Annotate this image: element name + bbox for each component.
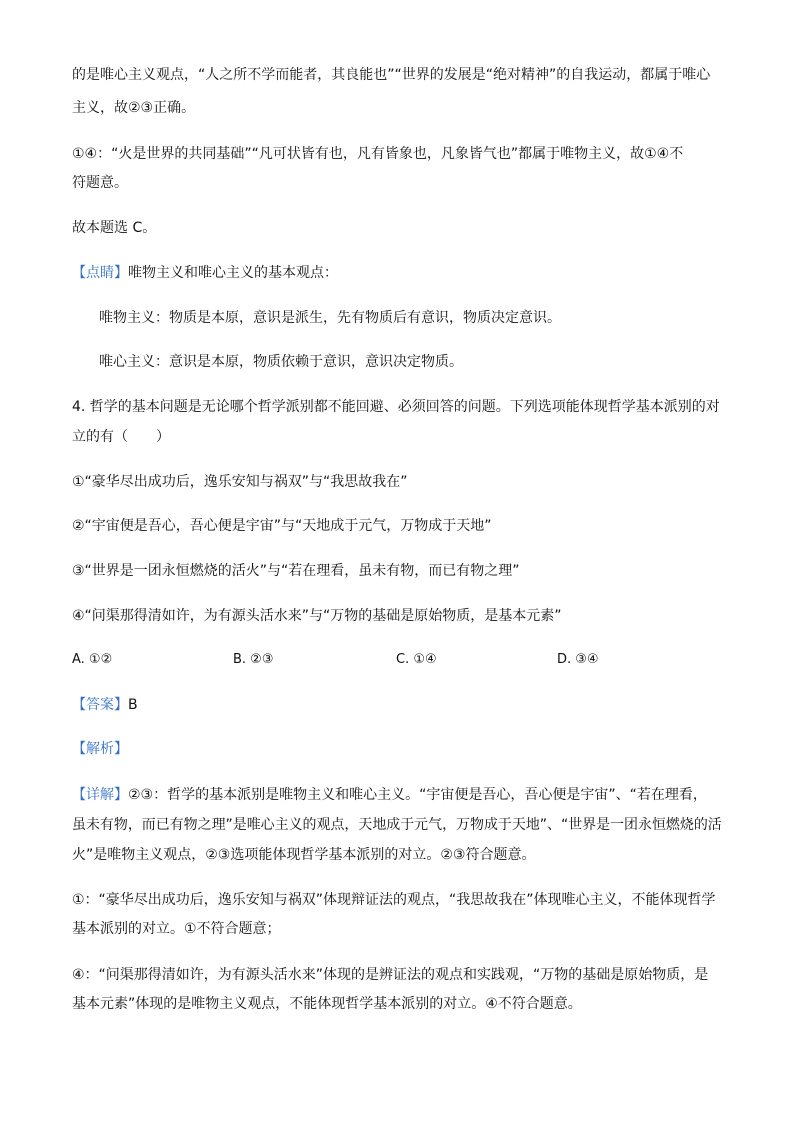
tip-label: 【点睛】 (72, 265, 128, 281)
detail-label: 【详解】 (72, 787, 128, 803)
detail-para1-line-2: 虽未有物，而已有物之理”是唯心主义的观点，天地成于元气，万物成于天地”、“世界是一团永恒燃烧的活 (72, 817, 722, 833)
detail-para1-text-1: ②③：哲学的基本派别是唯物主义和唯心主义。“宇宙便是吾心，吾心便是宇宙”、“若在理看， (128, 787, 707, 803)
analysis-heading (72, 740, 128, 758)
detail-para2-line-2: 基本派别的对立。①不符合题意； (72, 921, 281, 937)
question-item-1: ①“豪华尽出成功后，逸乐安知与祸双”与“我思故我在” (72, 474, 408, 490)
prev-explanation-line-3: ①④：“火是世界的共同基础”“凡可状皆有也，凡有皆象也，凡象皆气也”都属于唯物主义，故①④不 (72, 146, 684, 162)
detail-para3-line-2: 基本元素”体现的是唯物主义观点，不能体现哲学基本派别的对立。④不符合题意。 (72, 996, 582, 1012)
tip-idealism: 唯心主义：意识是本原，物质依赖于意识，意识决定物质。 (99, 354, 463, 370)
question-item-4: ④“问渠那得清如许，为有源头活水来”与“万物的基础是原始物质，是基本元素” (72, 608, 562, 624)
detail-para1-line-1 (72, 786, 707, 804)
analysis-label: 【解析】 (72, 741, 128, 757)
answer-line (72, 696, 138, 714)
tip-heading: 唯物主义和唯心主义的基本观点： (128, 265, 338, 281)
answer-value: B (128, 697, 138, 713)
tip-heading-line (72, 264, 338, 282)
prev-explanation-line-1: 的是唯心主义观点，“人之所不学而能者，其良能也”“世界的发展是“绝对精神”的自我运动，都属于唯心 (72, 67, 711, 83)
option-a: A. ①② (72, 652, 113, 667)
tip-materialism: 唯物主义：物质是本原，意识是派生，先有物质后有意识，物质决定意识。 (99, 310, 561, 326)
detail-para3-line-1: ④：“问渠那得清如许，为有源头活水来”体现的是辨证法的观点和实践观，“万物的基础是原始物质，是 (72, 967, 709, 983)
option-d: D. ③④ (557, 652, 599, 667)
question-stem-line-1: 4. 哲学的基本问题是无论哪个哲学派别都不能回避、必须回答的问题。下列选项能体现哲学基本派别的对 (72, 399, 720, 415)
prev-explanation-line-4: 符题意。 (72, 175, 128, 191)
question-item-2: ②“宇宙便是吾心，吾心便是宇宙”与“天地成于元气，万物成于天地” (72, 518, 492, 534)
question-stem-line-2: 立的有（ ） (72, 429, 170, 445)
prev-explanation-line-2: 主义，故②③正确。 (72, 100, 196, 116)
prev-conclusion: 故本题选 C。 (72, 220, 157, 236)
option-c: C. ①④ (396, 652, 437, 667)
option-b: B. ②③ (233, 652, 274, 667)
detail-para1-line-3: 火”是唯物主义观点，②③选项能体现哲学基本派别的对立。②③符合题意。 (72, 847, 536, 863)
answer-label: 【答案】 (72, 697, 128, 713)
detail-para2-line-1: ①：“豪华尽出成功后，逸乐安知与祸双”体现辩证法的观点，“我思故我在”体现唯心主义，不能体现哲学 (72, 892, 716, 908)
question-item-3: ③“世界是一团永恒燃烧的活火”与“若在理看，虽未有物，而已有物之理” (72, 563, 520, 579)
